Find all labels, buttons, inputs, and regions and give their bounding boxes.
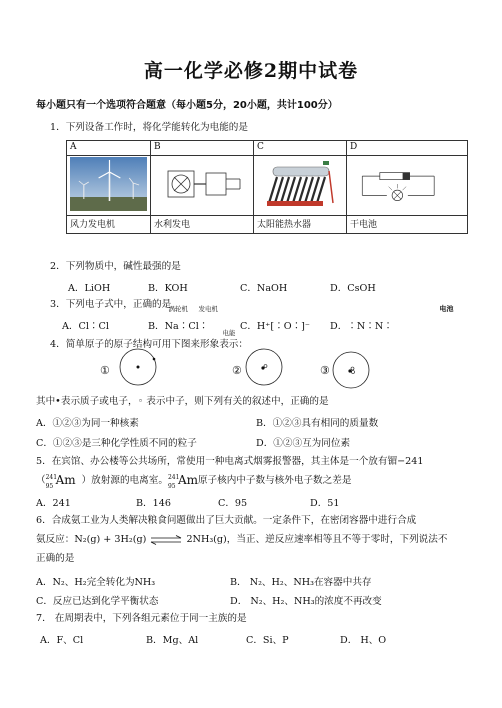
wind-turbine-image: [67, 156, 151, 216]
q3-option-a: A．Cl∶Cl: [62, 321, 109, 332]
q4-option-b: B．①②③具有相同的质量数: [256, 418, 379, 429]
q6-option-a: A．N₂、H₂完全转化为NH₃: [36, 577, 156, 588]
solar-heater-image: [254, 156, 347, 216]
q2-option-c: C．NaOH: [240, 283, 288, 294]
q7-option-d: D． H、O: [340, 635, 387, 646]
q1-header-b: B: [151, 141, 254, 156]
q4-option-d: D．①②③互为同位素: [256, 438, 351, 449]
atom-2-diagram: [244, 347, 284, 387]
atom-3-number: ③: [320, 364, 330, 377]
q1-header-a: A: [67, 141, 151, 156]
instruction: 每小题只有一个选项符合题意（每小题5分，20小题，共计100分）: [36, 100, 338, 111]
q1-header-c: C: [254, 141, 347, 156]
q5-option-d: D．51: [310, 498, 340, 509]
q5-line-1: 5．在宾馆、办公楼等公共场所，常使用一种电离式烟雾报警器，其主体是一个放有镅−241: [36, 456, 424, 467]
q6-option-d: D． N₂、H₂、NH₃的浓度不再改变: [230, 596, 382, 607]
q7-option-b: B．Mg、Al: [146, 635, 199, 646]
q6-option-c: C．反应已达到化学平衡状态: [36, 596, 159, 607]
am-isotope-symbol: 241 95 Am: [45, 472, 76, 490]
q4-stem: 4．简单原子的原子结构可用下图来形象表示：: [50, 339, 248, 350]
q1-label-a: 风力发电机: [67, 216, 151, 234]
atom-3-diagram: [331, 350, 371, 390]
battery-label: 电池: [439, 303, 454, 313]
q2-option-d: D．CsOH: [330, 283, 376, 294]
q3-option-d: D．∶N∶N∶: [330, 321, 393, 332]
q2-stem: 2．下列物质中，碱性最强的是: [50, 261, 181, 272]
q4-description: 其中•表示质子或电子，◦ 表示中子，则下列有关的叙述中，正确的是: [36, 396, 329, 407]
q2-option-b: B．KOH: [148, 283, 188, 294]
q7-option-a: A．F、Cl: [40, 635, 84, 646]
q7-option-c: C．Si、P: [246, 635, 289, 646]
q1-header-d: D: [347, 141, 468, 156]
q6-line-1: 6．合成氨工业为人类解决粮食问题做出了巨大贡献。一定条件下，在密闭容器中进行合成: [36, 515, 417, 526]
equilibrium-arrow-icon: [149, 535, 183, 545]
q1-label-b: 水利发电: [151, 216, 254, 234]
generator-label: 发电机: [198, 304, 218, 313]
q5-option-c: C．95: [218, 498, 248, 509]
q4-option-c: C．①②③是三种化学性质不同的粒子: [36, 438, 197, 449]
q1-label-d: 干电池: [347, 216, 468, 234]
q6-option-b: B． N₂、H₂、NH₃在容器中共存: [230, 577, 372, 588]
q5-option-b: B．146: [136, 498, 171, 509]
page-title: 高一化学必修2期中试卷: [143, 60, 359, 82]
atom-1-number: ①: [100, 364, 110, 377]
q6-line-2: 氨反应：N₂(g) + 3H₂(g) 2NH₃(g)，当正、逆反应速率相等且不等于零时，下列说法不: [36, 534, 448, 545]
q3-option-c: C．H⁺[∶O∶]⁻: [240, 321, 310, 332]
atom-1-diagram: [118, 347, 158, 387]
q2-option-a: A．LiOH: [68, 283, 111, 294]
q7-stem: 7． 在周期表中，下列各组元素位于同一主族的是: [36, 613, 247, 624]
am-isotope-symbol-2: 241 95 Am: [167, 472, 198, 490]
q3-option-b: B．Na∶Cl∶: [148, 321, 209, 332]
q5-line-2: （ 241 95 Am ）放射源的电离室。 241 95 Am 原子核内中子数与核外电子数之差是: [36, 472, 352, 490]
q4-option-a: A．①②③为同一种核素: [36, 418, 139, 429]
q1-stem: 1．下列设备工作时，将化学能转化为电能的是: [50, 122, 248, 133]
electric-energy-label: 电能: [222, 328, 236, 337]
turbine-label: 涡轮机: [168, 304, 188, 313]
q3-stem: 3．下列电子式中，正确的是: [50, 299, 172, 310]
atom-2-number: ②: [232, 364, 242, 377]
q5-option-a: A．241: [36, 498, 71, 509]
q6-line-3: 正确的是: [36, 553, 75, 564]
q1-label-c: 太阳能热水器: [254, 216, 347, 234]
